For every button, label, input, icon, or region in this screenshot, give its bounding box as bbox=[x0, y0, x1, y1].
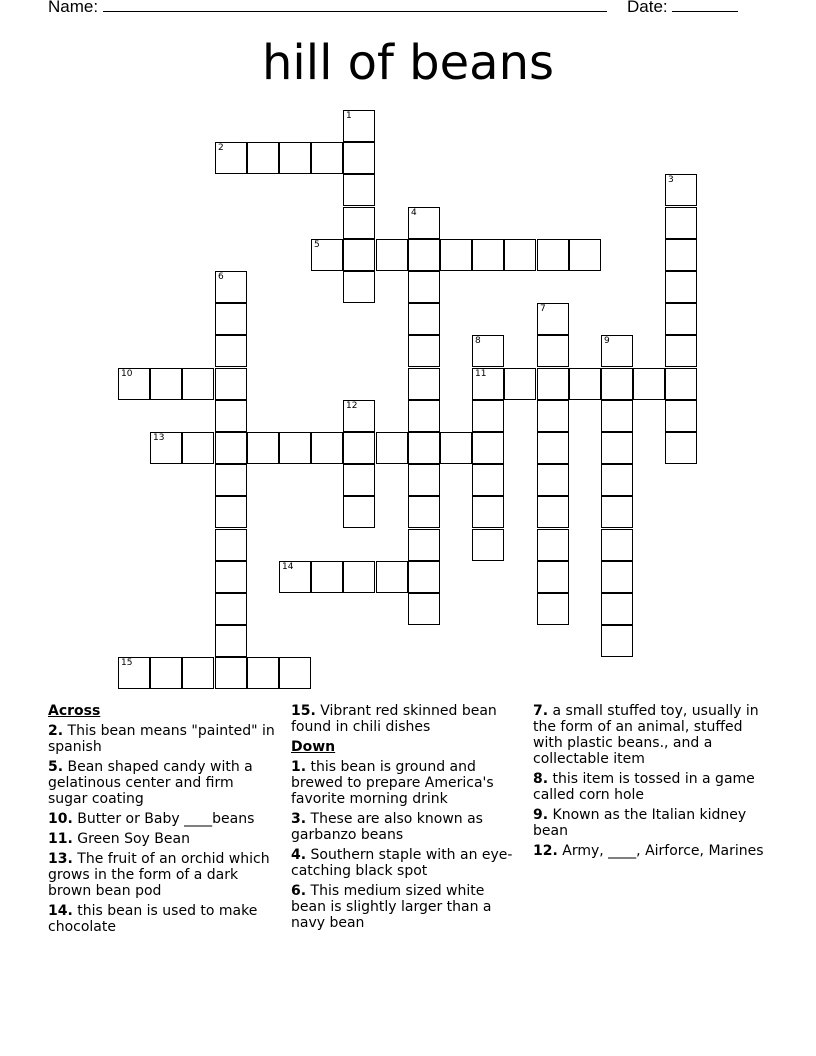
grid-cell[interactable] bbox=[408, 335, 440, 367]
grid-cell[interactable] bbox=[118, 368, 150, 400]
grid-cell[interactable] bbox=[343, 400, 375, 432]
grid-cell[interactable] bbox=[472, 239, 504, 271]
clue-number: 14 bbox=[282, 562, 294, 572]
clue-number-label: 4. bbox=[291, 847, 307, 863]
clue-number-label: 14. bbox=[48, 903, 73, 919]
clue-number-label: 12. bbox=[533, 843, 558, 859]
name-label: Name: bbox=[48, 0, 99, 16]
grid-cell[interactable] bbox=[376, 432, 408, 464]
grid-cell[interactable] bbox=[537, 368, 569, 400]
grid-cell[interactable] bbox=[376, 561, 408, 593]
clue-text: this item is tossed in a game called corn hole bbox=[533, 771, 755, 803]
clue-text: Butter or Baby ____beans bbox=[72, 811, 255, 827]
clue bbox=[48, 851, 276, 899]
grid-cell[interactable] bbox=[472, 496, 504, 528]
grid-cell[interactable] bbox=[215, 561, 247, 593]
grid-cell[interactable] bbox=[311, 432, 343, 464]
grid-cell[interactable] bbox=[408, 368, 440, 400]
grid-cell[interactable] bbox=[440, 432, 472, 464]
grid-cell[interactable] bbox=[215, 625, 247, 657]
grid-cell[interactable] bbox=[215, 593, 247, 625]
clue-text: Southern staple with an eye-catching black spot bbox=[291, 847, 513, 879]
grid-cell[interactable] bbox=[343, 432, 375, 464]
clue bbox=[291, 811, 519, 843]
clue bbox=[48, 723, 276, 755]
grid-cell[interactable] bbox=[343, 239, 375, 271]
clue-text: Green Soy Bean bbox=[72, 831, 190, 847]
clue bbox=[48, 831, 276, 847]
grid-cell[interactable] bbox=[247, 432, 279, 464]
across-clue-list bbox=[48, 723, 276, 935]
grid-cell[interactable] bbox=[215, 657, 247, 689]
grid-cell[interactable] bbox=[408, 593, 440, 625]
clue-text: Army, ____, Airforce, Marines bbox=[557, 843, 764, 859]
grid-cell[interactable] bbox=[215, 303, 247, 335]
grid-cell[interactable] bbox=[665, 239, 697, 271]
clue bbox=[291, 703, 519, 735]
grid-cell[interactable] bbox=[665, 335, 697, 367]
grid-cell[interactable] bbox=[343, 561, 375, 593]
grid-cell[interactable] bbox=[537, 400, 569, 432]
grid-cell[interactable] bbox=[279, 561, 311, 593]
grid-cell[interactable] bbox=[537, 561, 569, 593]
clue-text: a small stuffed toy, usually in the form of an animal, stuffed with plastic beans., and a collectable item bbox=[533, 703, 759, 767]
grid-cell[interactable] bbox=[311, 142, 343, 174]
clue-number-label: 10. bbox=[48, 811, 73, 827]
clue-text: Vibrant red skinned bean found in chili dishes bbox=[291, 703, 497, 735]
clue bbox=[533, 843, 773, 859]
grid-cell[interactable] bbox=[279, 657, 311, 689]
grid-cell[interactable] bbox=[118, 657, 150, 689]
grid-cell[interactable] bbox=[537, 496, 569, 528]
clue-number-label: 1. bbox=[291, 759, 307, 775]
clue-number: 10 bbox=[121, 369, 133, 379]
clue-number: 11 bbox=[475, 369, 487, 379]
clue-number: 5 bbox=[314, 240, 320, 250]
grid-cell[interactable] bbox=[537, 335, 569, 367]
clue bbox=[48, 903, 276, 935]
down-clue-list-continued bbox=[533, 703, 773, 859]
grid-cell[interactable] bbox=[440, 239, 472, 271]
page-title: hill of beans bbox=[261, 35, 555, 91]
grid-cell[interactable] bbox=[343, 271, 375, 303]
grid-cell[interactable] bbox=[215, 529, 247, 561]
clue-number-label: 8. bbox=[533, 771, 549, 787]
clue-number: 1 bbox=[346, 111, 352, 121]
clue bbox=[48, 811, 276, 827]
clue bbox=[48, 759, 276, 807]
grid-cell[interactable] bbox=[504, 368, 536, 400]
clues-column-3 bbox=[533, 703, 773, 863]
grid-cell[interactable] bbox=[215, 496, 247, 528]
grid-cell[interactable] bbox=[408, 561, 440, 593]
grid-cell[interactable] bbox=[408, 529, 440, 561]
clue-number: 3 bbox=[668, 175, 674, 185]
grid-cell[interactable] bbox=[665, 174, 697, 206]
grid-cell[interactable] bbox=[215, 335, 247, 367]
clue-number-label: 3. bbox=[291, 811, 307, 827]
grid-cell[interactable] bbox=[150, 657, 182, 689]
clue-text: Known as the Italian kidney bean bbox=[533, 807, 747, 839]
grid-cell[interactable] bbox=[601, 625, 633, 657]
across-heading: Across bbox=[48, 703, 101, 719]
grid-cell[interactable] bbox=[601, 593, 633, 625]
clue-number: 12 bbox=[346, 401, 358, 411]
clue-text: This bean means "painted" in spanish bbox=[48, 723, 275, 755]
clue-number-label: 6. bbox=[291, 883, 307, 899]
grid-cell[interactable] bbox=[537, 303, 569, 335]
grid-cell[interactable] bbox=[311, 561, 343, 593]
grid-cell[interactable] bbox=[472, 529, 504, 561]
grid-cell[interactable] bbox=[311, 239, 343, 271]
grid-cell[interactable] bbox=[182, 368, 214, 400]
grid-cell[interactable] bbox=[472, 368, 504, 400]
grid-cell[interactable] bbox=[601, 529, 633, 561]
grid-cell[interactable] bbox=[408, 464, 440, 496]
grid-cell[interactable] bbox=[665, 368, 697, 400]
clue bbox=[533, 703, 773, 767]
grid-cell[interactable] bbox=[665, 271, 697, 303]
grid-cell[interactable] bbox=[182, 432, 214, 464]
clues-column-2 bbox=[291, 703, 519, 935]
grid-cell[interactable] bbox=[279, 142, 311, 174]
grid-cell[interactable] bbox=[343, 464, 375, 496]
grid-cell[interactable] bbox=[408, 207, 440, 239]
grid-cell[interactable] bbox=[601, 496, 633, 528]
clue bbox=[533, 807, 773, 839]
grid-cell[interactable] bbox=[472, 432, 504, 464]
grid-cell[interactable] bbox=[408, 496, 440, 528]
grid-cell[interactable] bbox=[537, 464, 569, 496]
clue-text: The fruit of an orchid which grows in the form of a dark brown bean pod bbox=[48, 851, 270, 899]
grid-cell[interactable] bbox=[569, 239, 601, 271]
grid-cell[interactable] bbox=[247, 657, 279, 689]
down-heading: Down bbox=[291, 739, 336, 755]
grid-cell[interactable] bbox=[472, 464, 504, 496]
grid-cell[interactable] bbox=[472, 335, 504, 367]
across-clue-list-continued bbox=[291, 703, 519, 735]
clue-number: 6 bbox=[218, 272, 224, 282]
clue-number-label: 5. bbox=[48, 759, 64, 775]
grid-cell[interactable] bbox=[537, 432, 569, 464]
grid-cell[interactable] bbox=[343, 496, 375, 528]
clue-number-label: 15. bbox=[291, 703, 316, 719]
grid-cell[interactable] bbox=[601, 464, 633, 496]
clue-text: this bean is used to make chocolate bbox=[48, 903, 258, 935]
grid-cell[interactable] bbox=[601, 561, 633, 593]
grid-cell[interactable] bbox=[408, 432, 440, 464]
grid-cell[interactable] bbox=[376, 239, 408, 271]
grid-cell[interactable] bbox=[408, 239, 440, 271]
down-clue-list bbox=[291, 759, 519, 931]
grid-cell[interactable] bbox=[472, 400, 504, 432]
grid-cell[interactable] bbox=[408, 400, 440, 432]
clue-text: This medium sized white bean is slightly larger than a navy bean bbox=[291, 883, 492, 931]
grid-cell[interactable] bbox=[247, 142, 279, 174]
clues-column-1 bbox=[48, 703, 276, 939]
clue bbox=[533, 771, 773, 803]
grid-cell[interactable] bbox=[150, 432, 182, 464]
grid-cell[interactable] bbox=[665, 207, 697, 239]
grid-cell[interactable] bbox=[633, 368, 665, 400]
clue-number: 7 bbox=[540, 304, 546, 314]
grid-cell[interactable] bbox=[343, 207, 375, 239]
grid-cell[interactable] bbox=[343, 142, 375, 174]
clue-number-label: 7. bbox=[533, 703, 549, 719]
clue-text: Bean shaped candy with a gelatinous center and firm sugar coating bbox=[48, 759, 253, 807]
grid-cell[interactable] bbox=[537, 239, 569, 271]
clue-number: 15 bbox=[121, 658, 133, 668]
clue bbox=[291, 883, 519, 931]
grid-cell[interactable] bbox=[408, 303, 440, 335]
grid-cell[interactable] bbox=[504, 239, 536, 271]
grid-cell[interactable] bbox=[408, 271, 440, 303]
clue-number: 2 bbox=[218, 143, 224, 153]
grid-cell[interactable] bbox=[537, 593, 569, 625]
clue-number-label: 9. bbox=[533, 807, 549, 823]
clue-number: 8 bbox=[475, 336, 481, 346]
grid-cell[interactable] bbox=[215, 464, 247, 496]
clue-text: These are also known as garbanzo beans bbox=[291, 811, 483, 843]
grid-cell[interactable] bbox=[343, 110, 375, 142]
clue-number: 4 bbox=[411, 208, 417, 218]
grid-cell[interactable] bbox=[537, 529, 569, 561]
grid-cell[interactable] bbox=[665, 432, 697, 464]
grid-cell[interactable] bbox=[215, 142, 247, 174]
grid-cell[interactable] bbox=[182, 657, 214, 689]
grid-cell[interactable] bbox=[150, 368, 182, 400]
date-label: Date: bbox=[627, 0, 668, 16]
grid-cell[interactable] bbox=[215, 432, 247, 464]
grid-cell[interactable] bbox=[601, 368, 633, 400]
grid-cell[interactable] bbox=[569, 368, 601, 400]
grid-cell[interactable] bbox=[215, 368, 247, 400]
clue-number-label: 13. bbox=[48, 851, 73, 867]
grid-cell[interactable] bbox=[343, 174, 375, 206]
grid-cell[interactable] bbox=[601, 335, 633, 367]
clue-number-label: 2. bbox=[48, 723, 64, 739]
grid-cell[interactable] bbox=[665, 400, 697, 432]
clue bbox=[291, 759, 519, 807]
grid-cell[interactable] bbox=[601, 400, 633, 432]
clue-number-label: 11. bbox=[48, 831, 73, 847]
grid-cell[interactable] bbox=[665, 303, 697, 335]
grid-cell[interactable] bbox=[215, 400, 247, 432]
clue-number: 13 bbox=[153, 433, 165, 443]
clue bbox=[291, 847, 519, 879]
grid-cell[interactable] bbox=[601, 432, 633, 464]
grid-cell[interactable] bbox=[279, 432, 311, 464]
clue-text: this bean is ground and brewed to prepare America's favorite morning drink bbox=[291, 759, 494, 807]
clue-number: 9 bbox=[604, 336, 610, 346]
grid-cell[interactable] bbox=[215, 271, 247, 303]
